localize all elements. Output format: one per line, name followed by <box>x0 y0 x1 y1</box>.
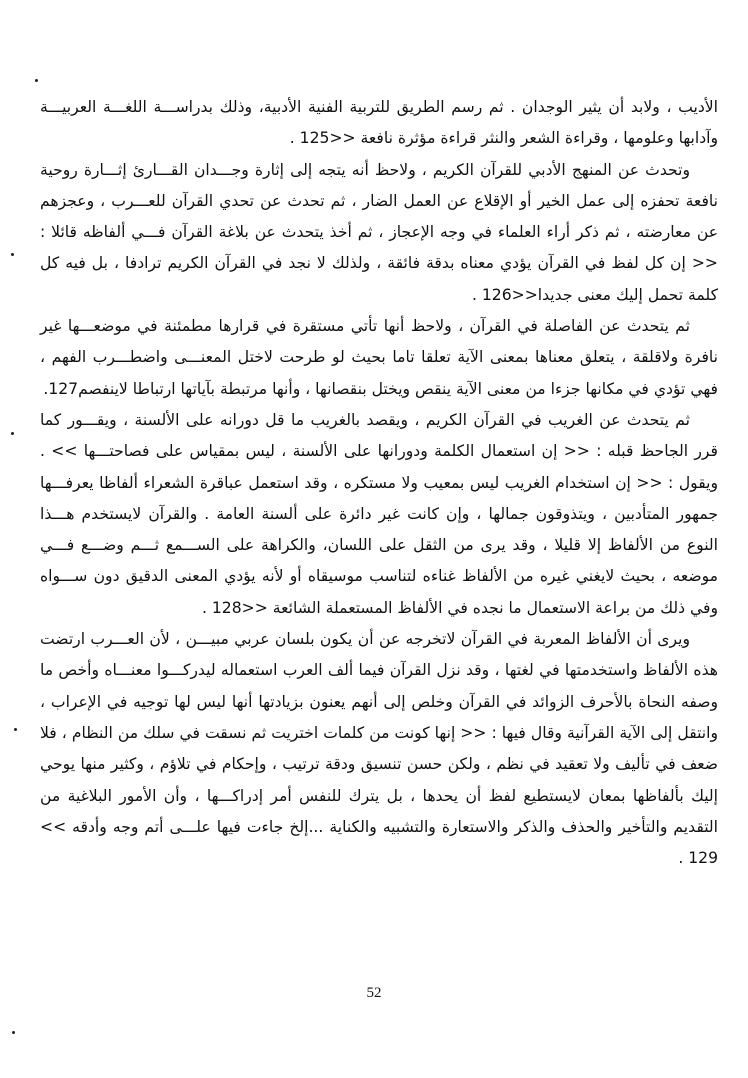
paragraph-1: الأديب ، ولابد أن يثير الوجدان . ثم رسم الطريق للتربية الفنية الأدبية، وذلك بدراســـة اللغـــة العربيـــة وآدابها وعلومها ، وقراءة الشعر والنثر قراءة مؤثرة نافعة <<125 . <box>40 98 718 148</box>
paragraph-3: ثم يتحدث عن الفاصلة في القرآن ، ولاحظ أنها تأتي مستقرة في قرارها مطمئنة في موضعـــها غير نافرة ولاقلقة ، يتعلق معناها بمعنى الآية تعلقا تاما بحيث لو طرحت لاختل المعنـــى واضطـــرب الفهم ، فهي تؤدي في مكانها جزءا من معنى الآية ينقص ويختل بنقصانها ، وأنها مرتبطة بآياتها ارتباطا لاينفصم127. <box>40 317 718 398</box>
margin-speck <box>35 79 38 82</box>
paragraph-4: ثم يتحدث عن الغريب في القرآن الكريم ، ويقصد بالغريب ما قل دورانه على الألسنة ، ويقـــور كما قرر الجاحظ قبله : << إن استعمال الكلمة ودورانها على الألسنة ، ليس بمقياس على فصاحتـــها >> . ويقول : << إن استخدام الغريب ليس بمعيب ولا مستكره ، وقد استعمل عباقرة الشعراء ألفاظا يعرفـــها جمهور المتأدبين ، ويتذوقون جمالها ، وإن كانت غير دائرة على ألسنة العامة . والقرآن لايستخدم هـــذا النوع من الألفاظ إلا قليلا ، وقد يرى من الثقل على اللسان، والكراهة على الســـمع ثـــم وضـــع فـــي موضعه ، بحيث لايغني غيره من الألفاظ غناءه لتناسب موسيقاه أو لأنه يؤدي المعنى الدقيق دون ســـواه وفي ذلك من براعة الاستعمال ما نجده في الألفاظ المستعملة الشائعة <<128 . <box>40 410 718 617</box>
paragraph-2: وتحدث عن المنهج الأدبي للقرآن الكريم ، ولاحظ أنه يتجه إلى إثارة وجـــدان القـــارئ إثـــارة روحية نافعة تحفزه إلى عمل الخير أو الإقلاع عن العمل الضار ، ثم تحدث عن تحدي القرآن للعـــرب ، وعجزهم عن معارضته ، ثم ذكر أراء العلماء في وجه الإعجاز ، ثم أخذ يتحدث عن بلاغة القرآن فـــي ألفاظه قائلا : << إن كل لفظ في القرآن يؤدي معناه بدقة فائقة ، ولذلك لا نجد في القرآن الكريم ترادفا ، بل فيه كل كلمة تحمل إليك معنى جديدا<<126 . <box>40 160 718 304</box>
margin-speck <box>12 1031 15 1034</box>
margin-speck <box>11 432 14 435</box>
body-text <box>40 92 718 874</box>
margin-speck <box>14 728 17 731</box>
page-number: 52 <box>366 985 382 1001</box>
paragraph-5: ويرى أن الألفاظ المعربة في القرآن لاتخرجه عن أن يكون بلسان عربي مبيـــن ، لأن العـــرب ارتضت هذه الألفاظ واستخدمتها في لغتها ، وقد نزل القرآن فيما ألف العرب استعماله ليدركـــوا معنـــاه وأخص ما وصفه النحاة بالأحرف الزوائد في القرآن وخلص إلى أنهم يعنون بزيادتها أنها ليس لها توجيه في الإعراب ، وانتقل إلى الآية القرآنية وقال فيها : << إنها كونت من كلمات اختريت ثم نسقت في سلك من النظام ، فلا ضعف في تأليف ولا تعقيد في نظم ، ولكن حسن تنسيق ودقة ترتيب ، وإحكام في تلاؤم ، وكثير منها يوحي إليك بألفاظها بمعان لايستطيع لفظ أن يحدها ، بل يترك للنفس أمر إدراكـــها ، وأن الأمور البلاغية من التقديم والتأخير والحذف والذكر والاستعارة والتشبيه والكناية ...إلخ جاءت فيها علـــى أتم وجه وأدقه >> 129 . <box>40 630 718 868</box>
margin-speck <box>11 253 14 256</box>
